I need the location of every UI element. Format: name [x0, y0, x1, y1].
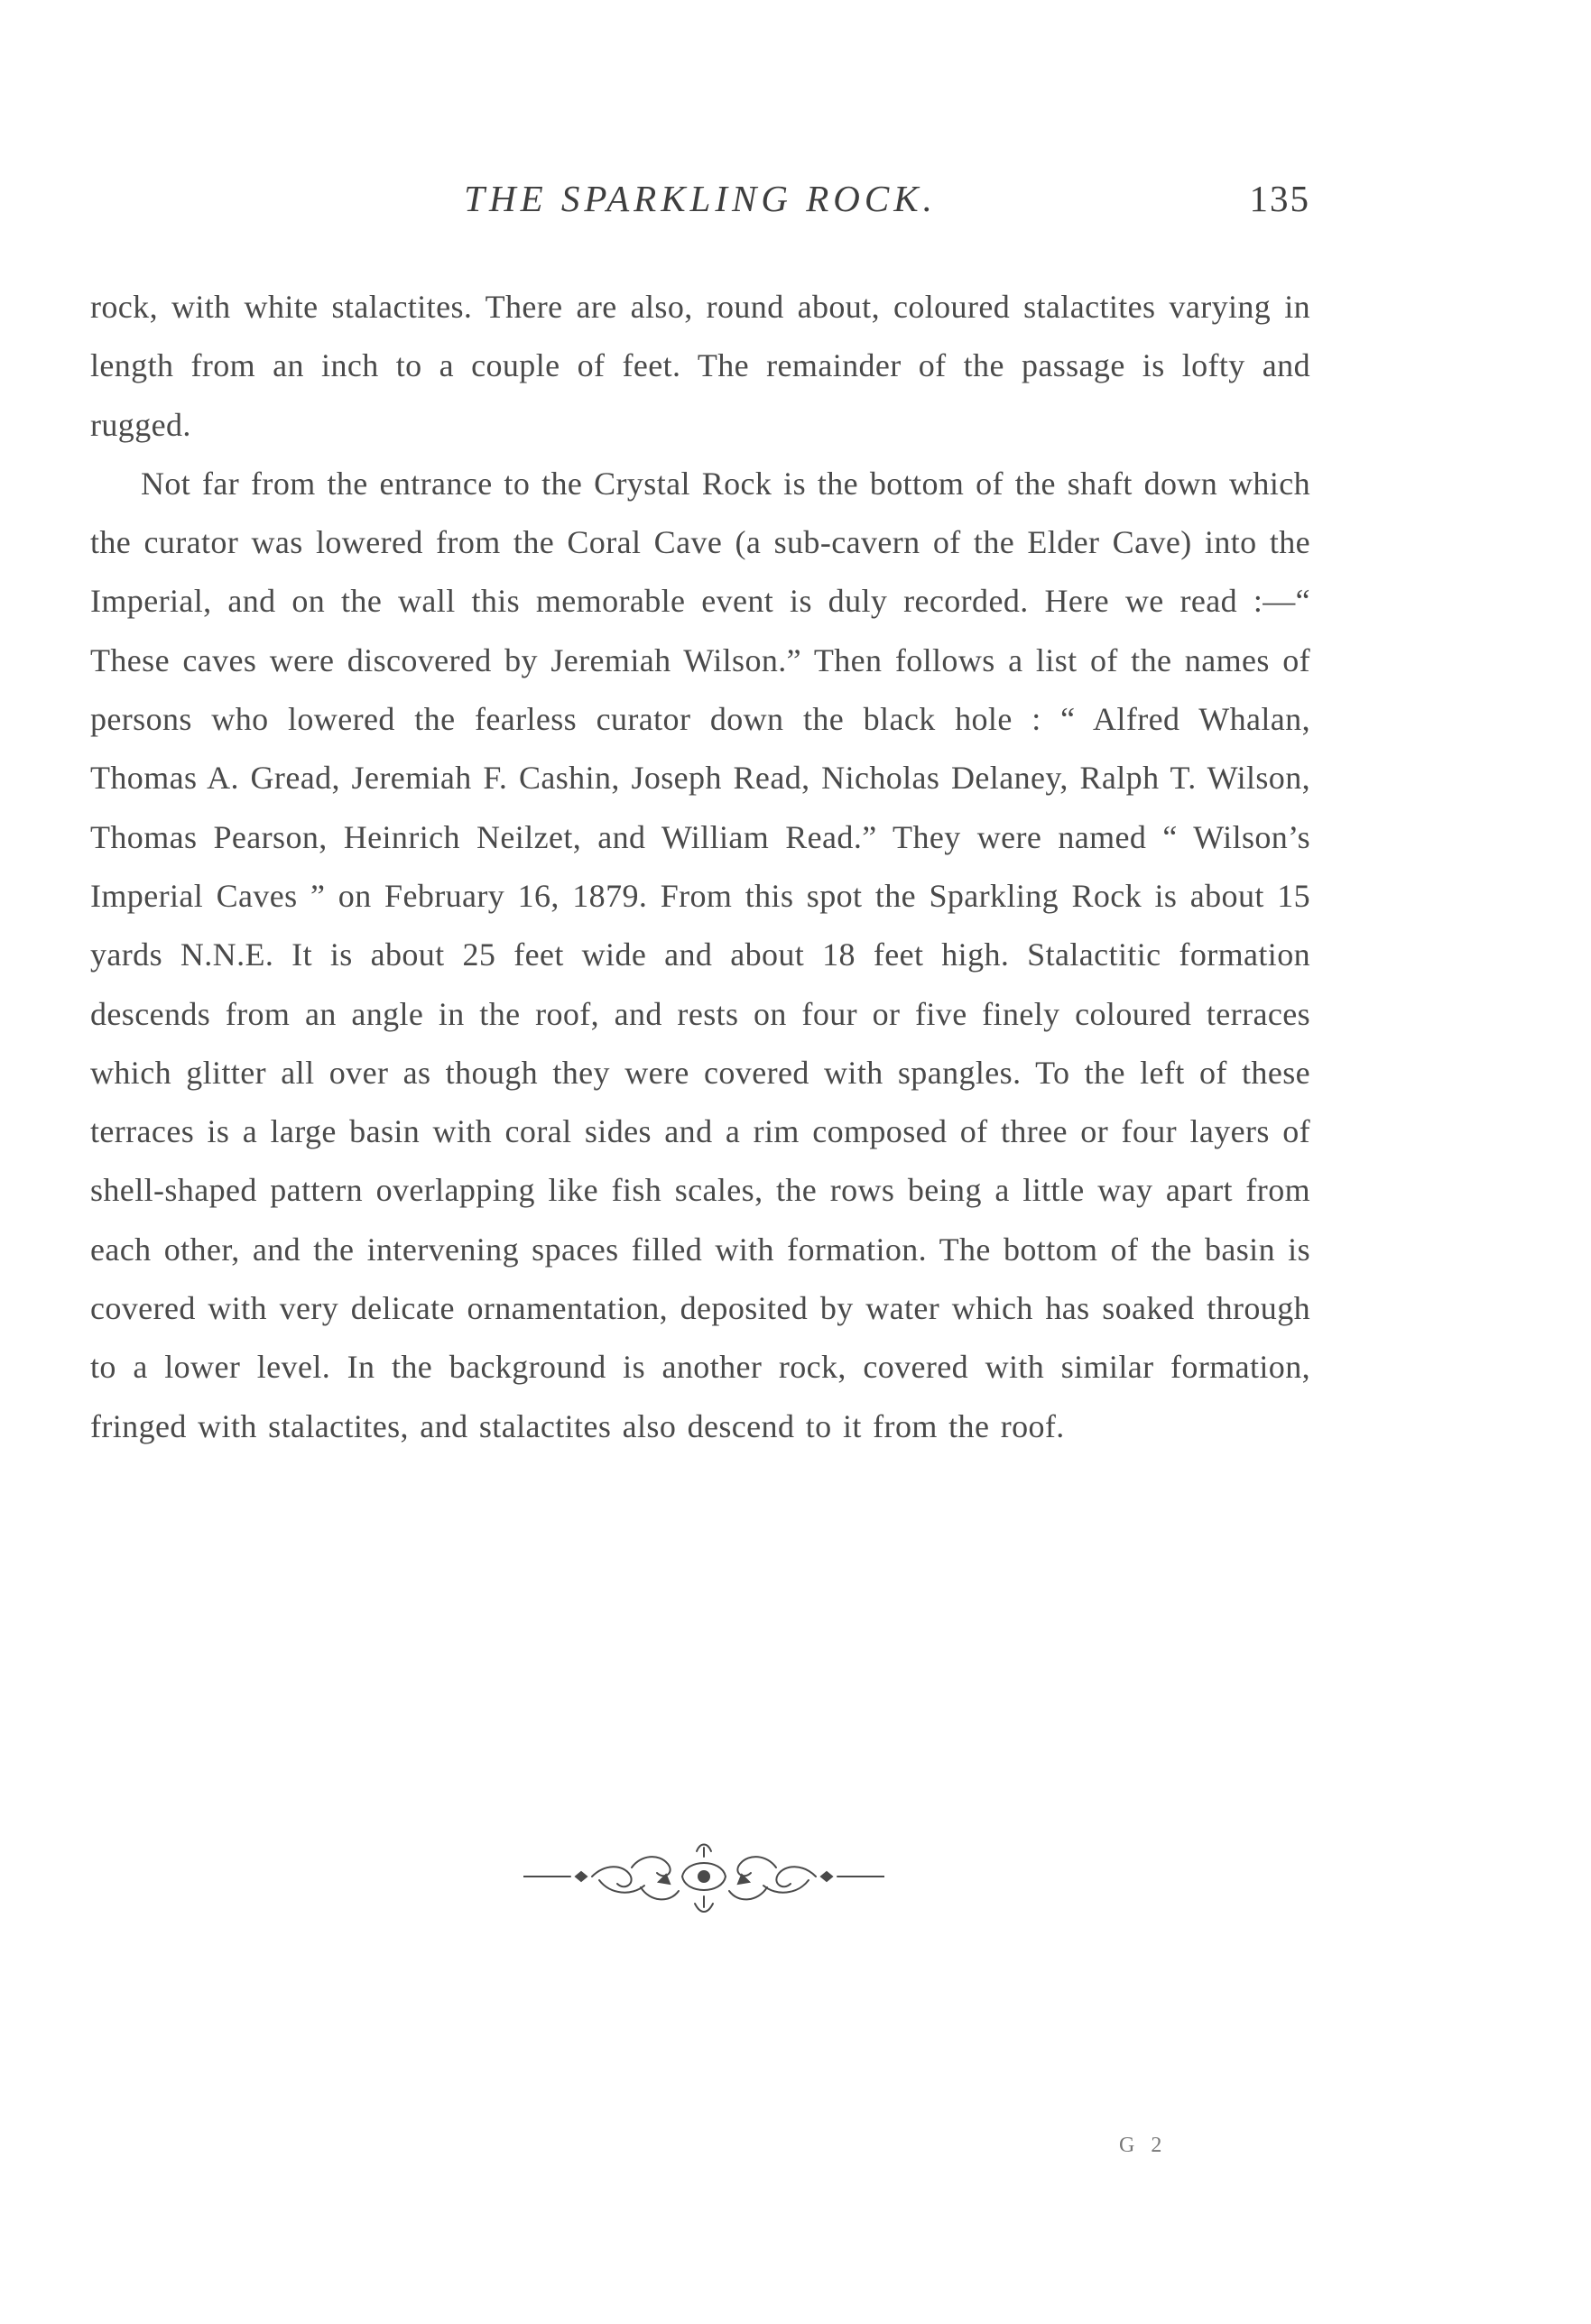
running-head: [90, 177, 1310, 231]
ornament-scroll-right-4: [729, 1887, 767, 1899]
page-number: 135: [1249, 178, 1310, 219]
ornament-diamond-left: [576, 1872, 587, 1881]
ornament-center-bottom: [695, 1896, 713, 1912]
ornament-center-dot: [698, 1871, 709, 1882]
body-text: [90, 278, 1310, 1456]
ornament-graphic: [523, 1831, 884, 1922]
floral-tailpiece-ornament-icon: [523, 1831, 884, 1922]
signature-mark: G 2: [1119, 2134, 1168, 2157]
ornament-diamond-right: [821, 1872, 832, 1881]
paragraph-main: Not far from the entrance to the Crystal Rock is the bottom of the shaft down which the curator was lowered from the Coral Cave (a sub-cavern of the Elder Cave) into the Imperial, and on the wall this memorable event is duly recorded. Here we read :—“ These caves were discovered by Jeremiah Wilson.” Then follows a list of the names of persons who lowered the fearless curator down the black hole : “ Alfred Whalan, Thomas A. Gread, Jeremiah F. Cashin, Joseph Read, Nicholas Delaney, Ralph T. Wilson, Thomas Pearson, Heinrich Neilzet, and William Read.” They were named “ Wilson’s Imperial Caves ” on February 16, 1879. From this spot the Sparkling Rock is about 15 yards N.N.E. It is about 25 feet wide and about 18 feet high. Stalactitic formation descends from an angle in the roof, and rests on four or five finely coloured terraces which glitter all over as though they were covered with spangles. To the left of these terraces is a large basin with coral sides and a rim composed of three or four layers of shell-shaped pattern overlapping like fish scales, the rows being a little way apart from each other, and the intervening spaces filled with formation. The bottom of the basin is covered with very delicate ornamentation, deposited by water which has soaked through to a lower level. In the background is another rock, covered with similar formation, fringed with stalactites, and stalactites also descend to it from the roof.: [90, 465, 1310, 1444]
ornament-scroll-left-4: [641, 1887, 679, 1899]
ornament-center-top: [697, 1845, 711, 1858]
ornament-scroll-right-3: [737, 1857, 776, 1876]
ornament-scroll-left-3: [632, 1857, 671, 1876]
ornament-scroll-right-1: [776, 1867, 816, 1886]
paragraph-continued: rock, with white stalactites. There are also, round about, coloured stalactites varying in length from an inch to a couple of feet. The remainder of the passage is lofty and rugged.: [90, 289, 1310, 443]
ornament-scroll-left-1: [592, 1867, 632, 1886]
running-title: THE SPARKLING ROCK.: [464, 178, 937, 219]
